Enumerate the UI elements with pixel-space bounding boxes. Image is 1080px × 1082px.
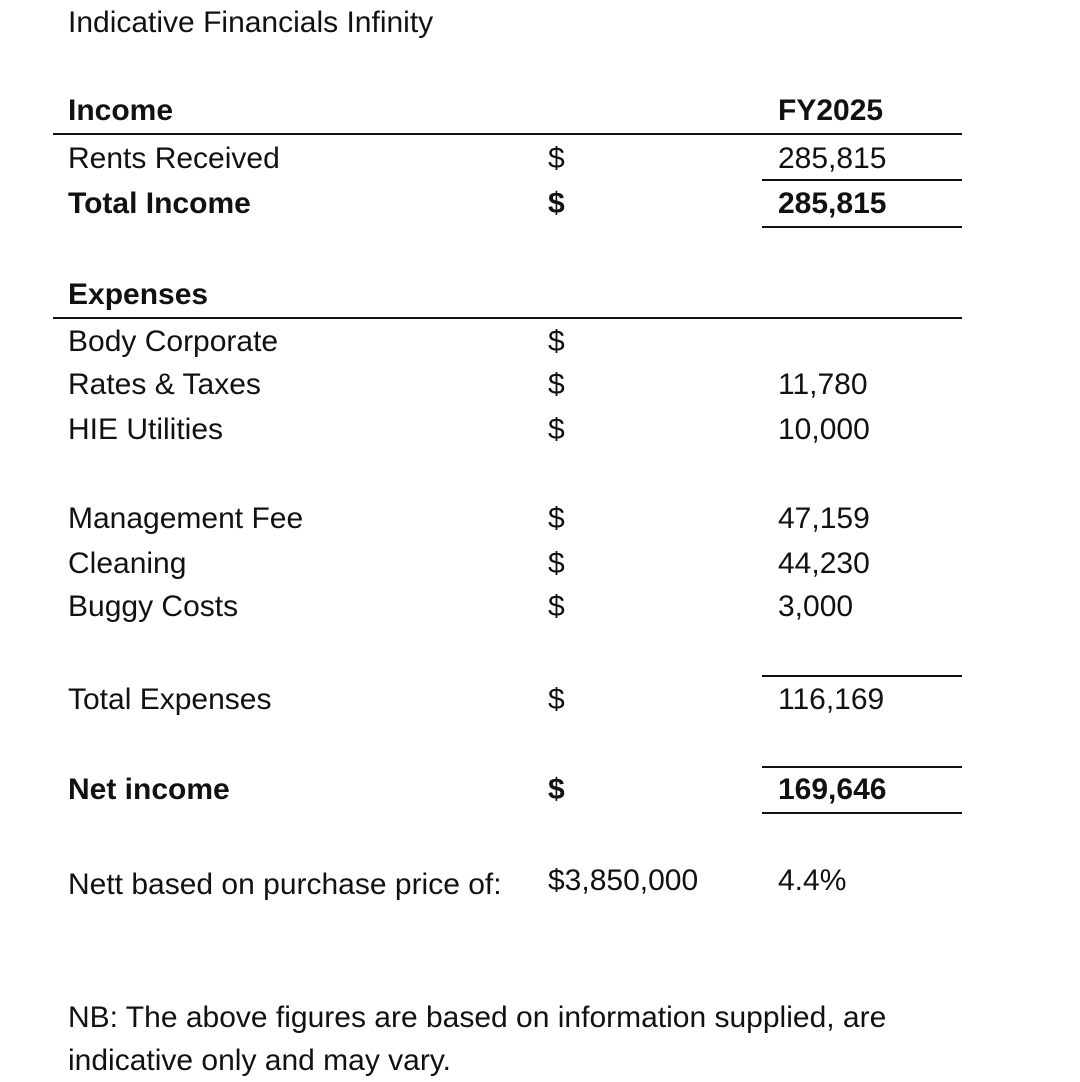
total-expenses-label: Total Expenses [68,683,272,716]
expenses-subtotal-rule [762,675,962,677]
income-row-currency: $ [548,142,565,175]
expenses-heading: Expenses [68,278,209,311]
fy-column-header: FY2025 [778,94,884,127]
total-expenses-value: 116,169 [778,683,885,716]
expense-row-currency: $ [548,590,565,623]
expense-row-label: Rates & Taxes [68,368,261,401]
disclaimer-note: NB: The above figures are based on information supplied, are indicative only and may vary. [68,1001,887,1077]
total-expenses-currency: $ [548,683,565,716]
total-income-currency: $ [548,187,565,220]
page-title: Indicative Financials Infinity [68,6,434,39]
total-income-rule [762,226,962,228]
net-income-currency: $ [548,773,565,806]
expense-row-label: Buggy Costs [68,590,239,623]
total-income-label: Total Income [68,187,251,220]
expense-row-label: Management Fee [68,502,304,535]
expense-row-currency: $ [548,502,565,535]
net-income-bottom-rule [762,812,962,814]
expense-row-value: 44,230 [778,547,870,580]
expense-row-label: HIE Utilities [68,413,224,446]
net-income-top-rule [762,766,962,768]
purchase-price: $3,850,000 [548,864,699,897]
net-income-value: 169,646 [778,773,887,806]
expense-row-value: 10,000 [778,413,870,446]
nett-label: Nett based on purchase price of: [68,868,502,901]
net-income-label: Net income [68,773,230,806]
expense-row-currency: $ [548,325,565,358]
income-row-value: 285,815 [778,142,887,175]
expense-row-label: Body Corporate [68,325,279,358]
expense-row-value: 11,780 [778,368,868,401]
income-subtotal-rule [762,179,962,181]
expense-row-value: 3,000 [778,590,854,623]
income-header-rule [53,133,962,135]
expense-row-currency: $ [548,413,565,446]
expenses-header-rule [53,317,962,319]
income-heading: Income [68,94,174,127]
expense-row-label: Cleaning [68,547,187,580]
expense-row-currency: $ [548,368,565,401]
income-row-label: Rents Received [68,142,280,175]
total-income-value: 285,815 [778,187,887,220]
expense-row-currency: $ [548,547,565,580]
expense-row-value: 47,159 [778,502,870,535]
nett-yield: 4.4% [778,864,847,897]
